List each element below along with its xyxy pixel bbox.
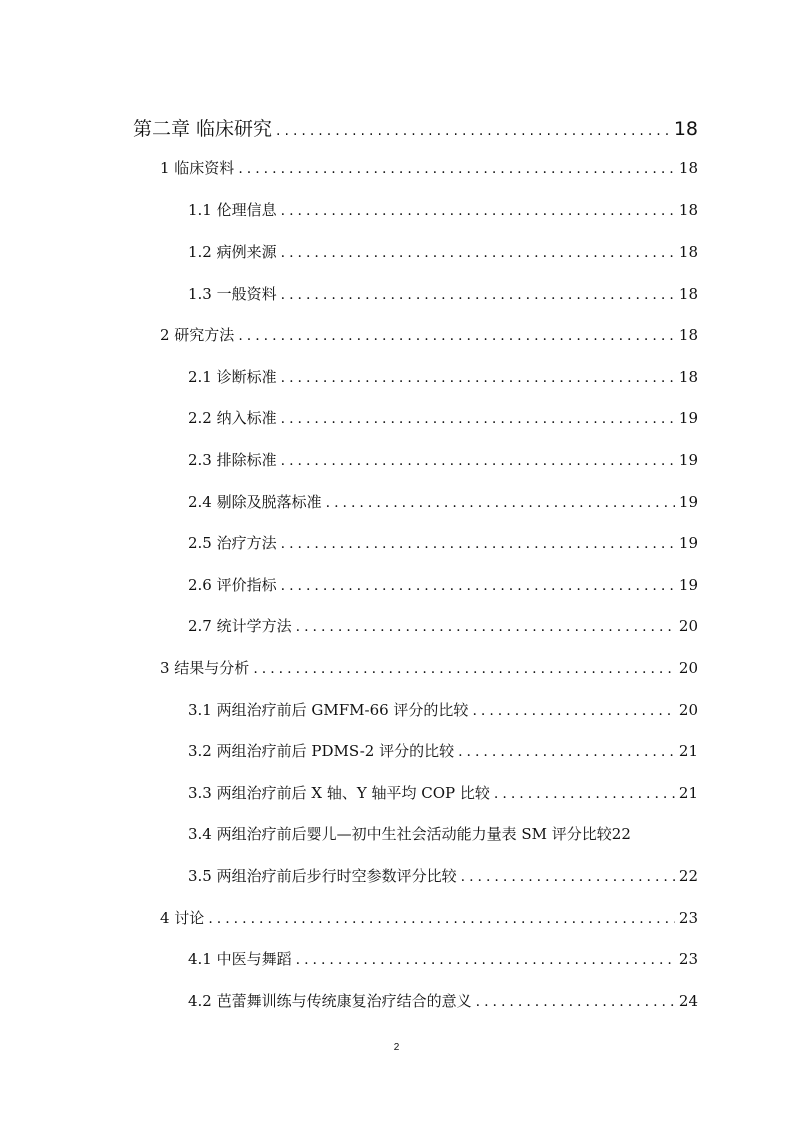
- toc-entry-2-5[interactable]: [188, 532, 698, 553]
- toc-entry-4-1[interactable]: [188, 948, 698, 969]
- dot-leader: [281, 453, 675, 469]
- toc-entry-page: 20: [678, 701, 698, 719]
- toc-entry-label: 3.3 两组治疗前后 X 轴、Y 轴平均 COP 比较: [188, 784, 490, 802]
- toc-entry-page: 18: [678, 368, 698, 386]
- toc-entry-label: 2.7 统计学方法: [188, 617, 292, 635]
- toc-entry-3-2[interactable]: [188, 740, 698, 761]
- toc-entry-page: 18: [678, 326, 698, 344]
- toc-entry-label: 4 讨论: [160, 909, 205, 927]
- toc-entry-page: 21: [678, 742, 698, 760]
- toc-entry-2-1[interactable]: [188, 366, 698, 387]
- toc-entry-2-2[interactable]: [188, 407, 698, 428]
- toc-entry-1[interactable]: [160, 157, 698, 178]
- toc-entry-page: 19: [678, 409, 698, 427]
- toc-entry-3-3[interactable]: [188, 782, 698, 803]
- toc-entry-page: 20: [678, 617, 698, 635]
- toc-entry-label: 2.1 诊断标准: [188, 368, 277, 386]
- toc-entry-2-6[interactable]: [188, 574, 698, 595]
- toc-entry-label: 4.2 芭蕾舞训练与传统康复治疗结合的意义: [188, 992, 472, 1010]
- dot-leader: [326, 495, 675, 511]
- dot-leader: [281, 245, 675, 261]
- dot-leader: [472, 703, 674, 719]
- dot-leader: [276, 123, 670, 139]
- toc-entry-2[interactable]: [160, 324, 698, 345]
- toc-entry-1-2[interactable]: [188, 241, 698, 262]
- toc-entry-page: 19: [678, 493, 698, 511]
- toc-entry-page: 19: [678, 534, 698, 552]
- toc-entry-label: 2.6 评价指标: [188, 576, 277, 594]
- toc-entry-page: 18: [678, 159, 698, 177]
- dot-leader: [281, 203, 675, 219]
- dot-leader: [238, 161, 675, 177]
- toc-entry-page: 19: [678, 451, 698, 469]
- toc-entry-label: 1.2 病例来源: [188, 243, 277, 261]
- toc-entry-page: 18: [673, 118, 698, 140]
- dot-leader: [208, 911, 675, 927]
- dot-leader: [494, 786, 675, 802]
- toc-entry-2-7[interactable]: [188, 615, 698, 636]
- toc-entry-chapter-2[interactable]: [133, 114, 698, 141]
- toc-entry-label: 1.3 一般资料: [188, 285, 277, 303]
- toc-entry-label: 第二章 临床研究: [133, 118, 273, 140]
- dot-leader: [296, 619, 675, 635]
- dot-leader: [296, 952, 675, 968]
- toc-entry-page: 23: [678, 909, 698, 927]
- toc-entry-3-5[interactable]: [188, 865, 698, 886]
- dot-leader: [461, 869, 675, 885]
- dot-leader: [281, 536, 675, 552]
- toc-entry-label: 2 研究方法: [160, 326, 235, 344]
- toc-entry-label: 3.2 两组治疗前后 PDMS-2 评分的比较: [188, 742, 455, 760]
- toc-entry-label: 3 结果与分析: [160, 659, 250, 677]
- toc-entry-3-4[interactable]: [188, 823, 698, 844]
- toc-entry-page: 22: [678, 867, 698, 885]
- dot-leader: [253, 661, 675, 677]
- dot-leader: [281, 411, 675, 427]
- dot-leader: [281, 287, 675, 303]
- toc-entry-page: 20: [678, 659, 698, 677]
- toc-entry-page: 22: [611, 825, 631, 843]
- dot-leader: [458, 744, 675, 760]
- toc-entry-2-4[interactable]: [188, 491, 698, 512]
- toc-entry-page: 18: [678, 243, 698, 261]
- toc-entry-label: 2.3 排除标准: [188, 451, 277, 469]
- toc-entry-label: 3.5 两组治疗前后步行时空参数评分比较: [188, 867, 457, 885]
- toc-entry-4[interactable]: [160, 907, 698, 928]
- toc-entry-page: 18: [678, 201, 698, 219]
- dot-leader: [476, 994, 675, 1010]
- toc-entry-label: 4.1 中医与舞蹈: [188, 950, 292, 968]
- toc-entry-page: 21: [678, 784, 698, 802]
- toc-entry-page: 23: [678, 950, 698, 968]
- toc-entry-1-3[interactable]: [188, 283, 698, 304]
- toc-entry-label: 3.1 两组治疗前后 GMFM-66 评分的比较: [188, 701, 469, 719]
- toc-entry-label: 2.4 剔除及脱落标准: [188, 493, 322, 511]
- toc-entry-label: 1 临床资料: [160, 159, 235, 177]
- toc-entry-page: 19: [678, 576, 698, 594]
- toc-entry-1-1[interactable]: [188, 199, 698, 220]
- toc-entry-2-3[interactable]: [188, 449, 698, 470]
- toc-entry-3[interactable]: [160, 657, 698, 678]
- toc-entry-3-1[interactable]: [188, 699, 698, 720]
- toc-entry-page: 24: [678, 992, 698, 1010]
- toc-entry-label: 1.1 伦理信息: [188, 201, 277, 219]
- toc-entry-label: 2.5 治疗方法: [188, 534, 277, 552]
- dot-leader: [238, 328, 675, 344]
- toc-entry-label: 2.2 纳入标准: [188, 409, 277, 427]
- dot-leader: [281, 370, 675, 386]
- toc-entry-4-2[interactable]: [188, 990, 698, 1011]
- toc-entry-label: 3.4 两组治疗前后婴儿—初中生社会活动能力量表 SM 评分比较: [188, 825, 612, 843]
- toc-entry-page: 18: [678, 285, 698, 303]
- page-number: 2: [393, 1042, 400, 1053]
- dot-leader: [281, 578, 675, 594]
